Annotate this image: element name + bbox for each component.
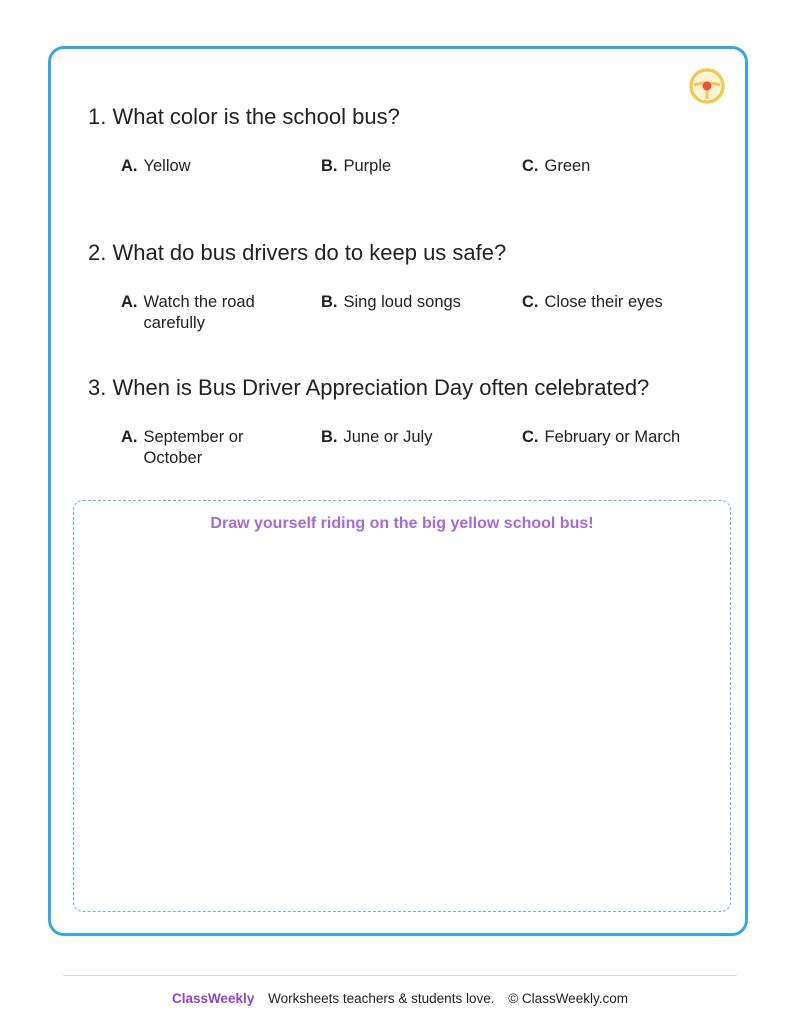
choice-letter: A. [121, 428, 138, 446]
choice-letter: C. [522, 293, 539, 311]
choice-text: June or July [343, 428, 433, 446]
footer-brand: ClassWeekly [172, 991, 255, 1006]
answer-choices [88, 156, 740, 206]
choice-text: Green [544, 157, 591, 175]
choice-b[interactable] [321, 292, 491, 313]
choice-c[interactable] [522, 292, 692, 313]
answer-choices [88, 427, 740, 477]
choice-letter: C. [522, 157, 539, 175]
steering-wheel-icon [689, 68, 725, 104]
choice-letter: C. [522, 428, 539, 446]
drawing-area[interactable] [73, 500, 731, 912]
choice-letter: B. [321, 428, 338, 446]
footer-tagline: Worksheets teachers & students love. [268, 991, 495, 1006]
choice-text: Purple [343, 157, 392, 175]
choice-c[interactable] [522, 427, 692, 448]
footer-divider [63, 975, 737, 976]
choice-letter: A. [121, 157, 138, 175]
question-text: 1. What color is the school bus? [88, 104, 400, 129]
question-3 [88, 375, 740, 477]
choice-a[interactable] [121, 156, 291, 177]
footer [0, 991, 800, 1006]
answer-choices [88, 292, 740, 342]
question-text: 2. What do bus drivers do to keep us safe? [88, 240, 507, 265]
choice-letter: B. [321, 293, 338, 311]
question-text: 3. When is Bus Driver Appreciation Day often celebrated? [88, 375, 650, 400]
question-2 [88, 240, 740, 342]
drawing-prompt: Draw yourself riding on the big yellow school bus! [210, 515, 594, 532]
choice-text: Watch the road carefully [143, 293, 255, 332]
choice-a[interactable] [121, 427, 291, 469]
choice-text: February or March [544, 428, 681, 446]
choice-text: September or October [143, 428, 244, 467]
choice-text: Yellow [143, 157, 191, 175]
choice-c[interactable] [522, 156, 692, 177]
choice-letter: B. [321, 157, 338, 175]
choice-a[interactable] [121, 292, 291, 334]
choice-b[interactable] [321, 427, 491, 448]
choice-text: Close their eyes [544, 293, 663, 311]
footer-copyright: © ClassWeekly.com [508, 991, 628, 1006]
choice-letter: A. [121, 293, 138, 311]
choice-b[interactable] [321, 156, 491, 177]
question-1 [88, 104, 740, 206]
choice-text: Sing loud songs [343, 293, 461, 311]
